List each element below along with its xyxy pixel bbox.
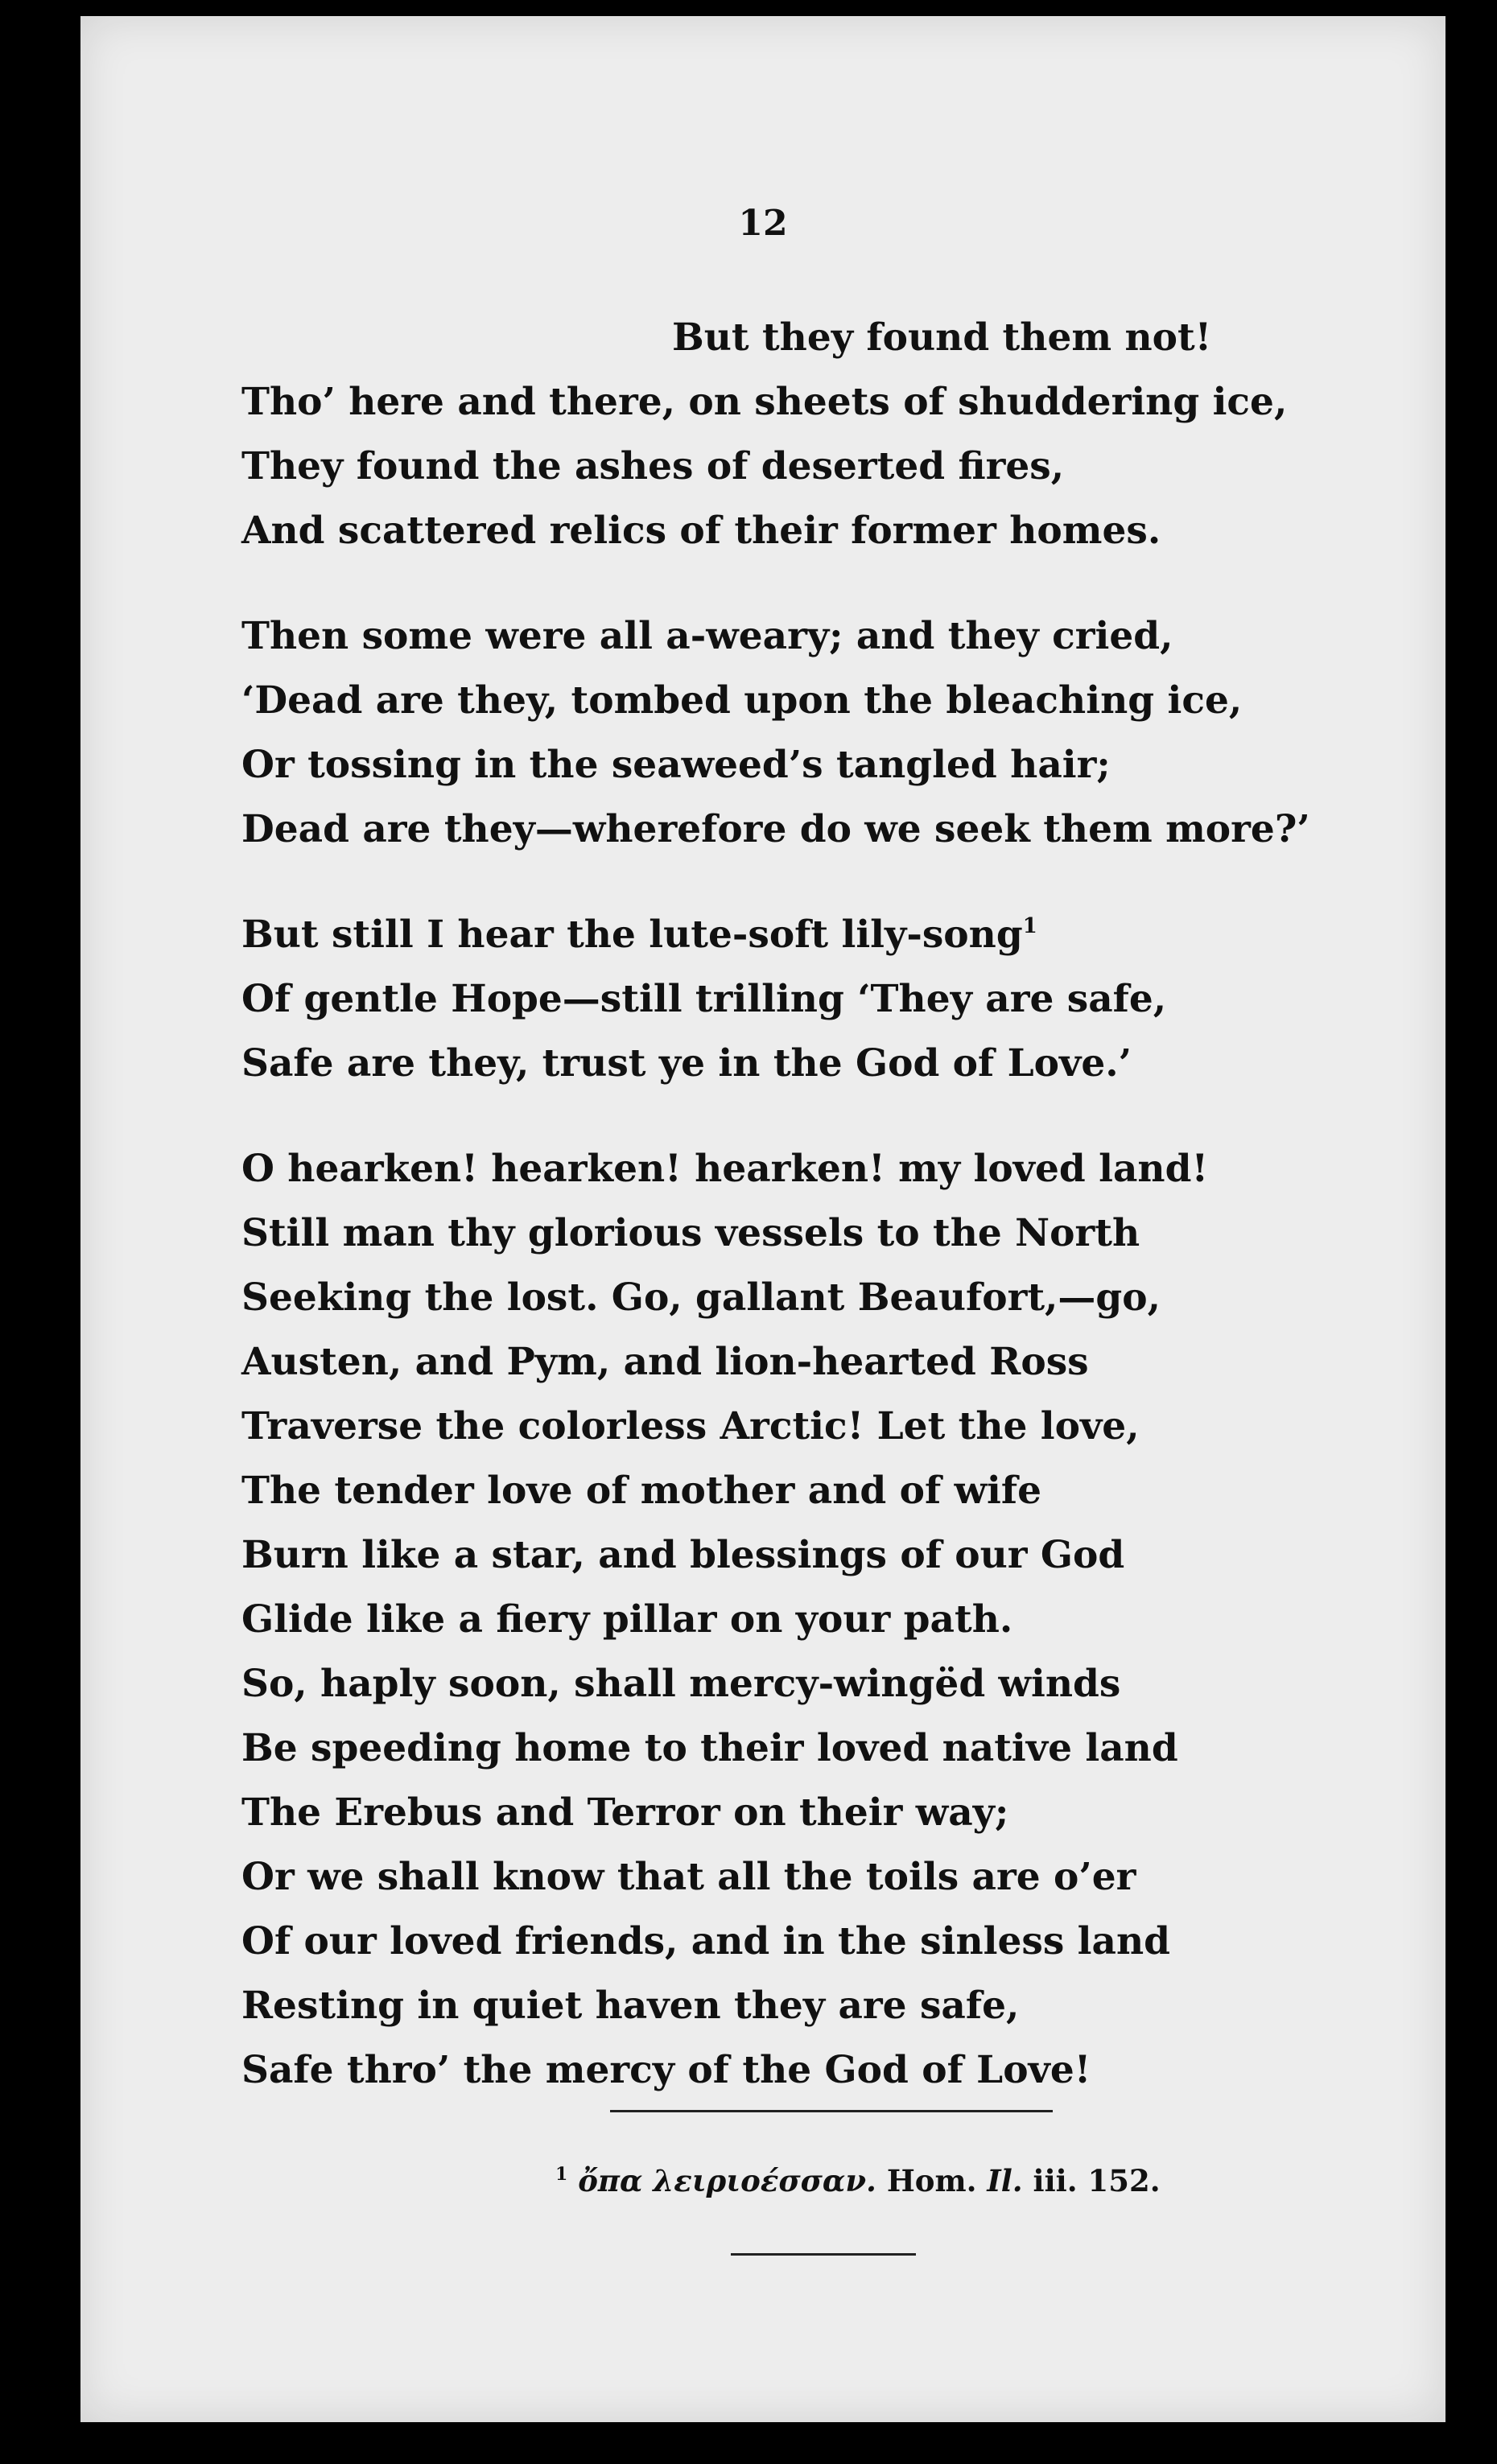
poem-line: Seeking the lost. Go, gallant Beaufort,—go, — [241, 1275, 1161, 1320]
poem-line: Traverse the colorless Arctic! Let the love, — [241, 1404, 1140, 1448]
poem-line: The Erebus and Terror on their way; — [241, 1790, 1009, 1835]
poem-line: Burn like a star, and blessings of our God — [241, 1533, 1125, 1577]
poem-line: Glide like a fiery pillar on your path. — [241, 1597, 1013, 1642]
poem-line — [241, 903, 1384, 967]
book-page — [80, 16, 1445, 2422]
stanza — [241, 604, 1384, 862]
stanza — [241, 1137, 1384, 2103]
poem-line: Still man thy glorious vessels to the North — [241, 1211, 1140, 1255]
poem-line: Or we shall know that all the toils are o’er — [241, 1855, 1136, 1899]
footnote-reference: 1 — [1022, 914, 1037, 938]
poem-line: Be speeding home to their loved native land — [241, 1726, 1178, 1770]
poem-line: Of our loved friends, and in the sinless land — [241, 1919, 1171, 1963]
poem-body — [241, 306, 1384, 2144]
poem-line: Safe thro’ the mercy of the God of Love! — [241, 2048, 1091, 2092]
stanza — [241, 306, 1384, 563]
footnote-work: Il. — [987, 2163, 1023, 2198]
footnote-separator-rule — [610, 2110, 1053, 2112]
poem-line: Or tossing in the seaweed’s tangled hair; — [241, 743, 1111, 787]
footnote-greek-quotation: ὄπα λειριοέσσαν. — [578, 2163, 876, 2198]
footnote — [555, 2163, 1161, 2198]
poem-line: Safe are they, trust ye in the God of Love.’ — [241, 1041, 1132, 1086]
poem-line: They found the ashes of deserted fires, — [241, 444, 1065, 488]
footnote-author: Hom. — [886, 2163, 977, 2198]
poem-line: And scattered relics of their former homes. — [241, 509, 1161, 553]
poem-line: O hearken! hearken! hearken! my loved land! — [241, 1147, 1209, 1191]
footnote-reference: iii. 152. — [1033, 2163, 1161, 2198]
page-number: 12 — [738, 203, 788, 244]
stanza — [241, 903, 1384, 1096]
poem-line: Dead are they—wherefore do we seek them more?’ — [241, 807, 1310, 851]
poem-line: The tender love of mother and of wife — [241, 1469, 1041, 1513]
poem-line: So, haply soon, shall mercy-wingëd winds — [241, 1662, 1121, 1706]
poem-line: But they found them not! — [672, 315, 1212, 360]
end-rule — [731, 2253, 916, 2256]
poem-line: Resting in quiet haven they are safe, — [241, 1984, 1020, 2028]
poem-line: Austen, and Pym, and lion-hearted Ross — [241, 1340, 1089, 1384]
poem-line: Tho’ here and there, on sheets of shuddering ice, — [241, 380, 1288, 424]
poem-line: Then some were all a-weary; and they cried, — [241, 614, 1173, 658]
poem-line: ‘Dead are they, tombed upon the bleaching ice, — [241, 678, 1243, 723]
footnote-marker: 1 — [555, 2164, 568, 2185]
poem-line: Of gentle Hope—still trilling ‘They are safe, — [241, 977, 1167, 1021]
poem-line-text: But still I hear the lute-soft lily-song — [241, 913, 1023, 957]
